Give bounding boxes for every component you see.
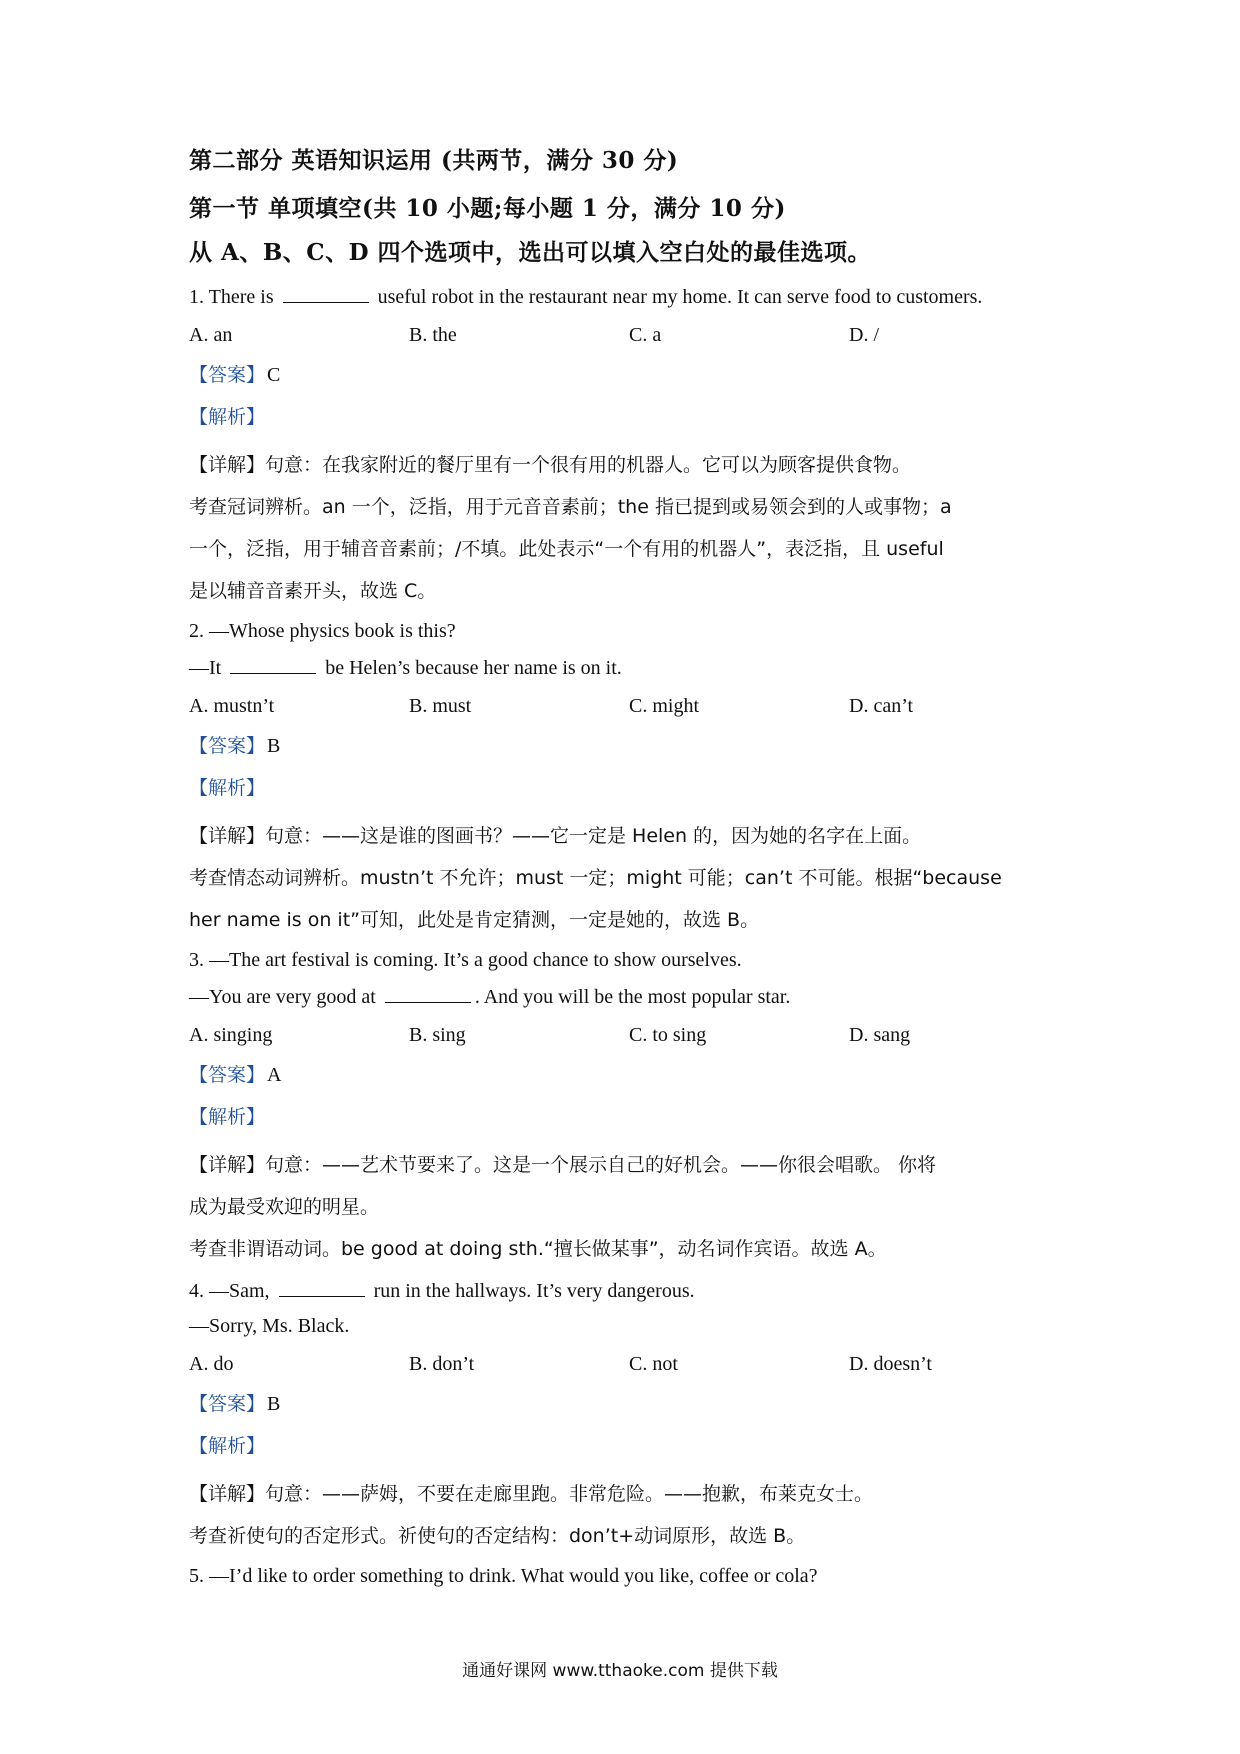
answer-line [189, 731, 1069, 761]
question-stem [189, 1276, 1069, 1305]
answer-line [189, 1389, 1069, 1419]
detail-line [189, 1473, 1069, 1515]
answer-value: C [267, 364, 281, 386]
instruction: 从 A、B、C、D 四个选项中，选出可以填入空白处的最佳选项。 [189, 239, 872, 266]
answer-label: 【答案】 [189, 364, 266, 386]
detail-line [189, 444, 1069, 486]
question-line: 2. —Whose physics book is this? [189, 620, 456, 642]
analysis-line [189, 1102, 1069, 1132]
analysis-label: 【解析】 [189, 777, 266, 799]
section-title: 第一节 单项填空(共 10 小题;每小题 1 分，满分 10 分) [189, 195, 786, 222]
detail-text: 句意：——这是谁的图画书？——它一定是 Helen 的，因为她的名字在上面。 [265, 825, 922, 847]
options [189, 1351, 1069, 1378]
stem-text: —You are very good at [189, 986, 381, 1008]
options [189, 322, 1069, 349]
blank [283, 282, 369, 303]
option-c: C. a [629, 324, 662, 346]
option-a: A. mustn’t [189, 695, 275, 717]
detail-label: 【详解】 [189, 454, 266, 476]
detail-text: 句意：——艺术节要来了。这是一个展示自己的好机会。——你很会唱歌。 你将 [265, 1154, 937, 1176]
analysis-label: 【解析】 [189, 1435, 266, 1457]
question-line: 5. —I’d like to order something to drink. What would you like, coffee or cola? [189, 1565, 818, 1587]
analysis-label: 【解析】 [189, 1106, 266, 1128]
answer-value: B [267, 735, 281, 757]
stem-text: 1. There is [189, 286, 279, 308]
answer-value: B [267, 1393, 281, 1415]
option-b: B. sing [409, 1024, 466, 1046]
question-4 [189, 1276, 1069, 1557]
question-2 [189, 618, 1069, 941]
option-b: B. don’t [409, 1353, 475, 1375]
answer-label: 【答案】 [189, 735, 266, 757]
stem-text: 4. —Sam, [189, 1280, 275, 1302]
detail-text: 句意：——萨姆，不要在走廊里跑。非常危险。——抱歉，布莱克女士。 [265, 1483, 874, 1505]
blank [385, 982, 471, 1003]
document-page [189, 146, 1069, 1601]
question-line: 3. —The art festival is coming. It’s a good chance to show ourselves. [189, 949, 742, 971]
blank [230, 653, 316, 674]
detail-text: 句意：在我家附近的餐厅里有一个很有用的机器人。它可以为顾客提供食物。 [265, 454, 912, 476]
detail-line: 考查冠词辨析。an 一个，泛指，用于元音音素前；the 指已提到或易领会到的人或事物；a [189, 496, 952, 518]
question-stem [189, 653, 1069, 682]
stem-text: run in the hallways. It’s very dangerous. [368, 1280, 695, 1302]
question-5 [189, 1563, 1069, 1590]
analysis-line [189, 1431, 1069, 1461]
question-line: —Sorry, Ms. Black. [189, 1315, 350, 1337]
analysis-label: 【解析】 [189, 406, 266, 428]
option-c: C. not [629, 1353, 678, 1375]
detail-line: 成为最受欢迎的明星。 [189, 1196, 380, 1218]
stem-text: useful robot in the restaurant near my home. It can serve food to customers. [372, 286, 983, 308]
analysis-line [189, 402, 1069, 432]
footer: 通通好课网 www.tthaoke.com 提供下载 [462, 1661, 778, 1681]
detail-line [189, 1144, 1069, 1186]
answer-line [189, 1060, 1069, 1090]
detail-line: 是以辅音音素开头，故选 C。 [189, 580, 437, 602]
answer-label: 【答案】 [189, 1393, 266, 1415]
detail-line: her name is on it”可知，此处是肯定猜测，一定是她的，故选 B。 [189, 909, 760, 931]
detail-label: 【详解】 [189, 1483, 266, 1505]
detail-line: 考查祈使句的否定形式。祈使句的否定结构：don’t+动词原形，故选 B。 [189, 1525, 806, 1547]
part-title: 第二部分 英语知识运用 (共两节，满分 30 分) [189, 147, 679, 174]
options [189, 1022, 1069, 1049]
option-d: D. sang [849, 1024, 911, 1046]
question-stem [189, 982, 1069, 1011]
option-d: D. / [849, 324, 879, 346]
question-stem [189, 282, 1069, 311]
answer-line [189, 360, 1069, 390]
detail-label: 【详解】 [189, 1154, 266, 1176]
analysis-line [189, 773, 1069, 803]
question-1 [189, 282, 1069, 612]
option-b: B. the [409, 324, 457, 346]
option-d: D. doesn’t [849, 1353, 932, 1375]
detail-label: 【详解】 [189, 825, 266, 847]
option-a: A. do [189, 1353, 234, 1375]
option-b: B. must [409, 695, 472, 717]
option-c: C. might [629, 695, 700, 717]
option-d: D. can’t [849, 695, 914, 717]
options [189, 693, 1069, 720]
stem-text: be Helen’s because her name is on it. [320, 657, 622, 679]
option-a: A. an [189, 324, 233, 346]
stem-text: —It [189, 657, 227, 679]
stem-text: . And you will be the most popular star. [474, 986, 791, 1008]
answer-label: 【答案】 [189, 1064, 266, 1086]
detail-line: 考查非谓语动词。be good at doing sth.“擅长做某事”，动名词作宾语。故选 A。 [189, 1238, 887, 1260]
question-3 [189, 947, 1069, 1270]
detail-line: 一个，泛指，用于辅音音素前；/不填。此处表示“一个有用的机器人”，表泛指，且 useful [189, 538, 944, 560]
option-c: C. to sing [629, 1024, 707, 1046]
answer-value: A [267, 1064, 282, 1086]
blank [279, 1276, 365, 1297]
option-a: A. singing [189, 1024, 273, 1046]
detail-line [189, 815, 1069, 857]
detail-line: 考查情态动词辨析。mustn’t 不允许；must 一定；might 可能；can’t 不可能。根据“because [189, 867, 1002, 889]
